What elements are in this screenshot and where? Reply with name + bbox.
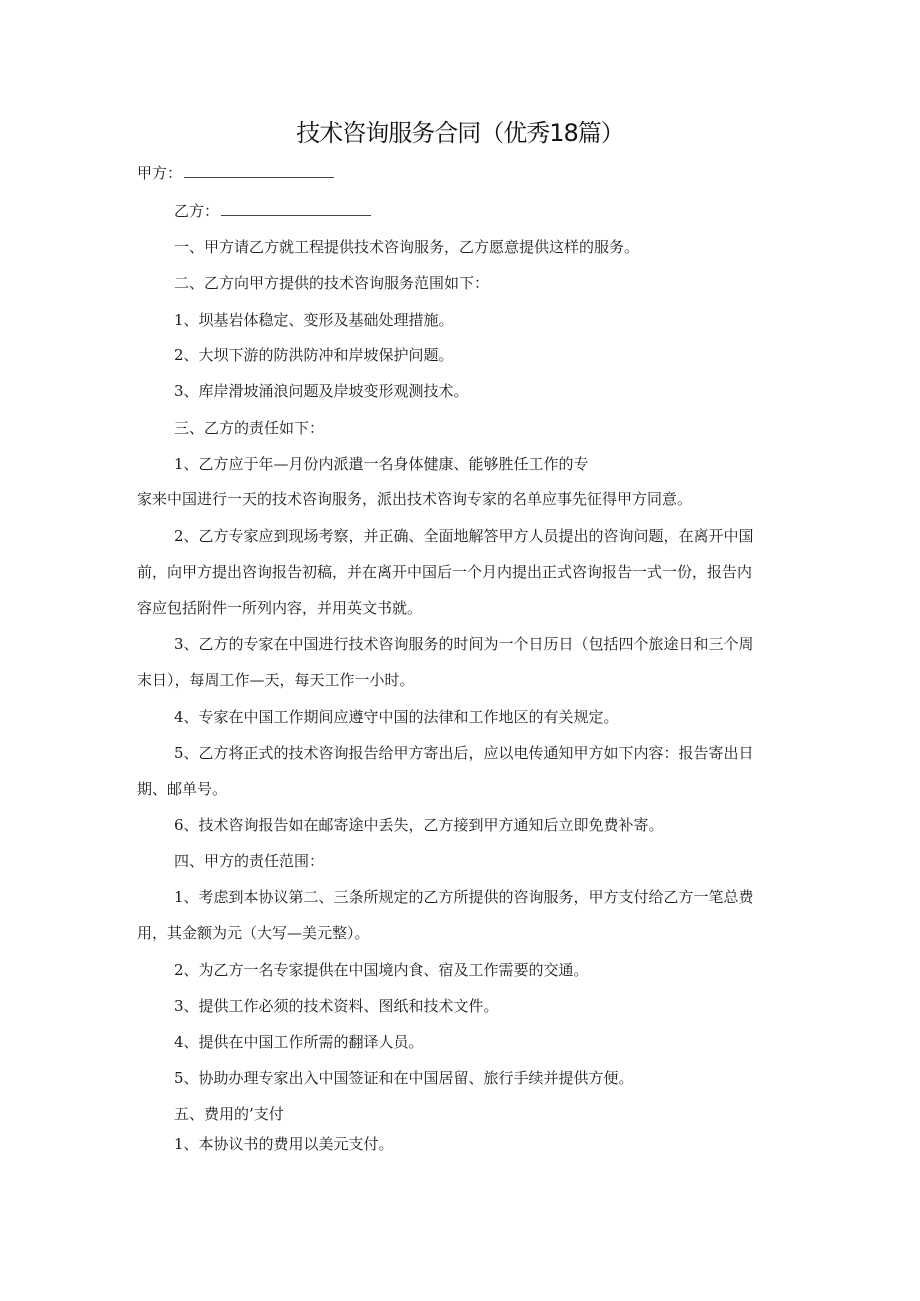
- paragraph: 用，其金额为元（大写—美元整）。: [137, 924, 370, 942]
- paragraph: 容应包括附件一所列内容，并用英文书就。: [137, 599, 423, 617]
- paragraph: 期、邮单号。: [137, 780, 228, 798]
- paragraph: 5、协助办理专家出入中国签证和在中国居留、旅行手续并提供方便。: [174, 1069, 634, 1087]
- paragraph: 五、费用的’支付: [174, 1105, 284, 1123]
- party-b-label: 乙方：: [174, 202, 220, 220]
- party-b-line: [174, 201, 371, 221]
- paragraph: 前，向甲方提出咨询报告初稿，并在离开中国后一个月内提出正式咨询报告一式一份，报告内: [137, 563, 753, 581]
- party-a-label: 甲方：: [137, 164, 183, 182]
- paragraph: 三、乙方的责任如下：: [174, 419, 325, 437]
- paragraph: 2、为乙方一名专家提供在中国境内食、宿及工作需要的交通。: [174, 961, 589, 979]
- paragraph: 末日），每周工作—天，每天工作一小时。: [137, 671, 415, 689]
- paragraph: 1、坝基岩体稳定、变形及基础处理措施。: [174, 311, 454, 329]
- paragraph: 2、大坝下游的防洪防冲和岸坡保护问题。: [174, 346, 454, 364]
- paragraph: 二、乙方向甲方提供的技术咨询服务范围如下：: [174, 274, 490, 292]
- paragraph: 一、甲方请乙方就工程提供技术咨询服务，乙方愿意提供这样的服务。: [174, 238, 640, 256]
- party-a-line: [137, 163, 334, 183]
- paragraph: 1、本协议书的费用以美元支付。: [174, 1135, 394, 1153]
- paragraph: 4、提供在中国工作所需的翻译人员。: [174, 1033, 424, 1051]
- paragraph: 四、甲方的责任范围：: [174, 852, 325, 870]
- paragraph: 5、乙方将正式的技术咨询报告给甲方寄出后，应以电传通知甲方如下内容：报告寄出日: [174, 744, 754, 762]
- paragraph: 3、库岸滑坡涌浪问题及岸坡变形观测技术。: [174, 382, 469, 400]
- paragraph: 1、乙方应于年—月份内派遣一名身体健康、能够胜任工作的专: [174, 455, 589, 473]
- document-title: 技术咨询服务合同（优秀18篇）: [296, 119, 624, 147]
- paragraph: 6、技术咨询报告如在邮寄途中丢失，乙方接到甲方通知后立即免费补寄。: [174, 816, 664, 834]
- party-a-blank: [184, 163, 334, 178]
- paragraph: 4、专家在中国工作期间应遵守中国的法律和工作地区的有关规定。: [174, 708, 619, 726]
- paragraph: 1、考虑到本协议第二、三条所规定的乙方所提供的咨询服务，甲方支付给乙方一笔总费: [174, 888, 754, 906]
- paragraph: 3、提供工作必须的技术资料、图纸和技术文件。: [174, 997, 499, 1015]
- paragraph: 家来中国进行一天的技术咨询服务，派出技术咨询专家的名单应事先征得甲方同意。: [137, 490, 693, 508]
- paragraph: 2、乙方专家应到现场考察，并正确、全面地解答甲方人员提出的咨询问题，在离开中国: [174, 527, 754, 545]
- paragraph: 3、乙方的专家在中国进行技术咨询服务的时间为一个日历日（包括四个旅途日和三个周: [174, 635, 754, 653]
- party-b-blank: [221, 201, 371, 216]
